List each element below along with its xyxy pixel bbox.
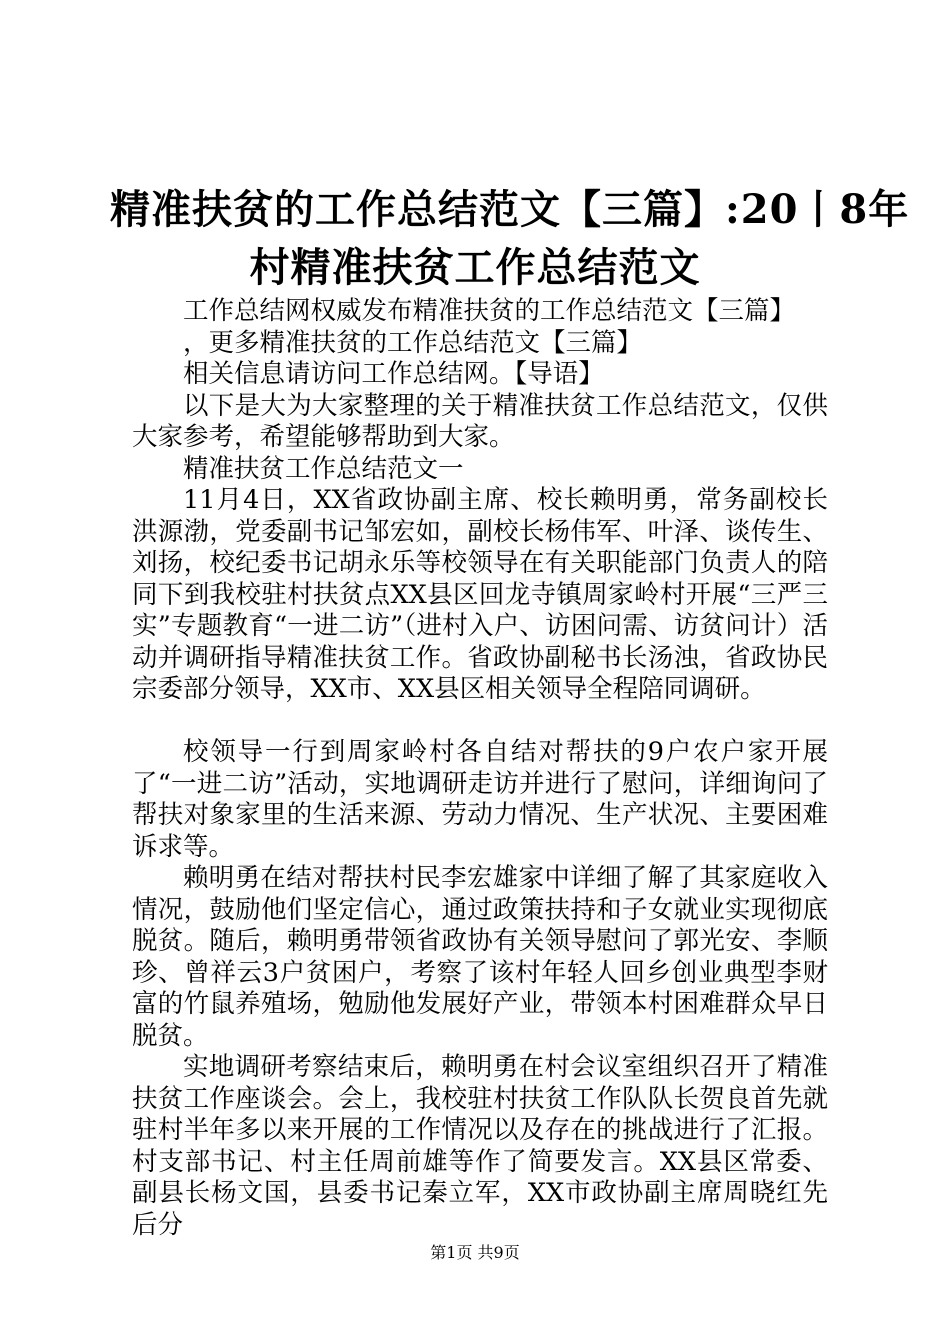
- document-title-line-1: 精准扶贫的工作总结范文【三篇】:20丨8年: [110, 186, 910, 233]
- paragraph: 赖明勇在结对帮扶村民李宏雄家中详细了解了其家庭收入情况，鼓励他们坚定信心，通过政策扶持和子女就业实现彻底脱贫。随后，赖明勇带领省政协有关领导慰问了郭光安、李顺珍、曾祥云3户贫困户，考察了该村年轻人回乡创业典型李财富的竹鼠养殖场，勉励他发展好产业，带领本村困难群众早日脱贫。: [132, 863, 828, 1051]
- paragraph: 相关信息请访问工作总结网。【导语】: [183, 359, 604, 389]
- paragraph: ，更多精准扶贫的工作总结范文【三篇】: [183, 327, 643, 358]
- paragraph: 实地调研考察结束后，赖明勇在村会议室组织召开了精准扶贫工作座谈会。会上，我校驻村扶贫工作队队长贺良首先就驻村半年多以来开展的工作情况以及存在的挑战进行了汇报。村支部书记、村主任周前雄等作了简要发言。XX县区常委、副县长杨文国，县委书记秦立军，XX市政协副主席周晓红先后分: [132, 1052, 828, 1240]
- section-heading: 精准扶贫工作总结范文一: [183, 453, 464, 484]
- paragraph: 工作总结网权威发布精准扶贫的工作总结范文【三篇】: [183, 296, 796, 326]
- paragraph: 校领导一行到周家岭村各自结对帮扶的9户农户家开展了“一进二访”活动，实地调研走访并进行了慰问，详细询问了帮扶对象家里的生活来源、劳动力情况、生产状况、主要困难诉求等。: [132, 737, 828, 862]
- page-footer: 第1页 共9页: [430, 1243, 520, 1262]
- blank-line: [132, 706, 828, 738]
- paragraph: 以下是大为大家整理的关于精准扶贫工作总结范文，仅供大家参考，希望能够帮助到大家。: [132, 390, 828, 452]
- paragraph: 11月4日，XX省政协副主席、校长赖明勇，常务副校长洪源渤，党委副书记邹宏如，副校长杨伟军、叶泽、谈传生、刘扬，校纪委书记胡永乐等校领导在有关职能部门负责人的陪同下到我校驻村扶贫点XX县区回龙寺镇周家岭村开展“三严三实”专题教育“一进二访”（进村入户、访困问需、访贫问计）活动并调研指导精准扶贫工作。省政协副秘书长汤浊，省政协民宗委部分领导，XX市、XX县区相关领导全程陪同调研。: [132, 485, 828, 704]
- document-title-line-2: 村精准扶贫工作总结范文: [249, 244, 701, 291]
- document-body: [132, 296, 828, 1241]
